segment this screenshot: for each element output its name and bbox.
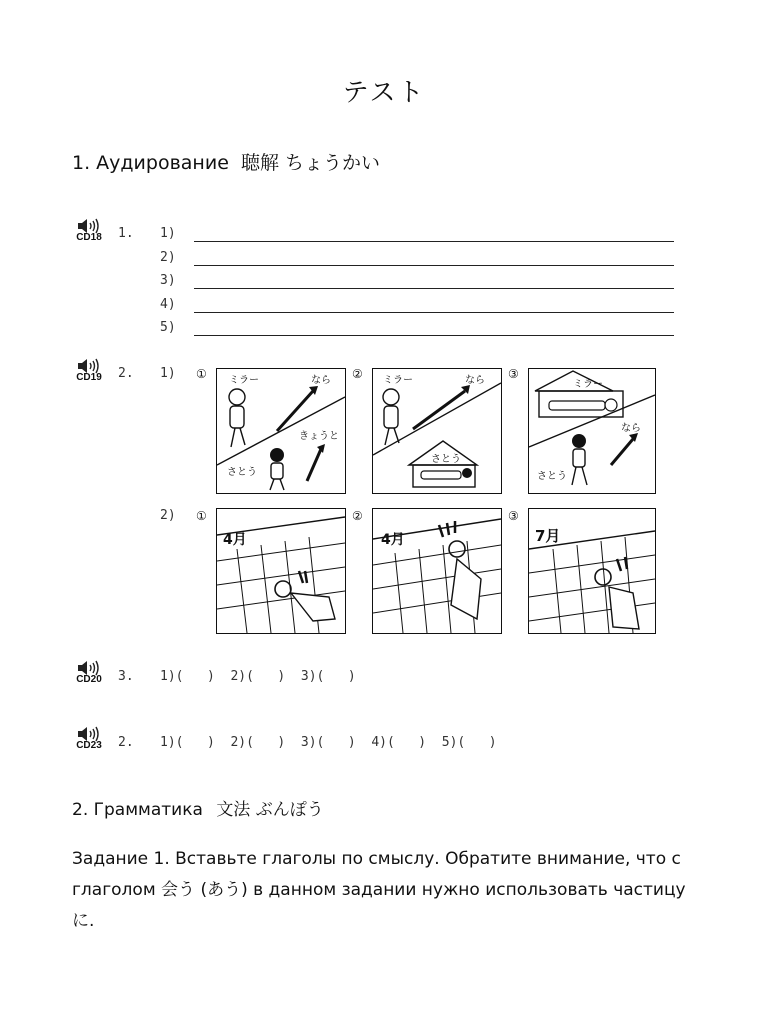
answer-item-label: 5): [160, 320, 176, 335]
answer-item-label: 2): [160, 250, 176, 265]
calendar-month: 4月: [381, 532, 405, 548]
answer-item-label: 1): [160, 226, 176, 241]
answer-line[interactable]: [194, 241, 674, 242]
option-number: ①: [196, 367, 207, 381]
caption-miller: ミラー: [573, 379, 603, 390]
cd-track-badge: [66, 218, 112, 243]
sub-question-label: 1): [160, 366, 176, 381]
section-grammar-label: 2. Грамматика: [72, 800, 203, 820]
answer-line[interactable]: [194, 288, 674, 289]
caption-miller: ミラー: [229, 375, 259, 386]
calendar-illustration: [373, 509, 501, 633]
answer-item-label: 3): [160, 273, 176, 288]
caption-kyoto: きょうと: [299, 431, 339, 442]
sub-question-label: 2): [160, 508, 176, 523]
option-number: ②: [352, 367, 363, 381]
page-title: テスト: [342, 78, 426, 108]
section-grammar-jp: 文法 ぶんぽう: [216, 800, 324, 820]
task-instructions: Задание 1. Вставьте глаголы по смыслу. Обратите внимание, что с глаголом 会う (あう) в данном задании нужно использовать частицу に.: [72, 849, 686, 931]
calendar-month: 4月: [223, 532, 247, 548]
caption-nara: なら: [621, 423, 641, 434]
answer-line[interactable]: [194, 265, 674, 266]
cd-track-badge: [66, 726, 112, 751]
cd-label: CD19: [76, 372, 102, 383]
calendar-option-1[interactable]: [216, 508, 346, 634]
section-listening-jp: 聴解 ちょうかい: [240, 152, 380, 174]
caption-miller: ミラー: [383, 375, 413, 386]
option-number: ③: [508, 509, 519, 523]
question-number: 2.: [118, 735, 134, 750]
option-number: ③: [508, 367, 519, 381]
answer-blanks[interactable]: 1)( ) 2)( ) 3)( ) 4)( ) 5)( ): [160, 735, 497, 750]
cd-label: CD23: [76, 740, 102, 751]
cd-track-badge: [66, 660, 112, 685]
caption-sato: さとう: [537, 471, 567, 482]
calendar-option-3[interactable]: [528, 508, 656, 634]
answer-line[interactable]: [194, 312, 674, 313]
option-number: ①: [196, 509, 207, 523]
calendar-option-2[interactable]: [372, 508, 502, 634]
cd-label: CD18: [76, 232, 102, 243]
question-number: 3.: [118, 669, 134, 684]
caption-nara: なら: [311, 375, 331, 386]
caption-nara: なら: [465, 375, 485, 386]
illustration-option-3[interactable]: [528, 368, 656, 494]
question-number: 1.: [118, 226, 134, 241]
question-number: 2.: [118, 366, 134, 381]
answer-line[interactable]: [194, 335, 674, 336]
travel-scene-illustration: [373, 369, 501, 493]
answer-item-label: 4): [160, 297, 176, 312]
cd-track-badge: [66, 358, 112, 383]
section-grammar-heading: [72, 795, 324, 820]
caption-sato: さとう: [431, 454, 461, 465]
illustration-option-2[interactable]: [372, 368, 502, 494]
illustration-option-1[interactable]: [216, 368, 346, 494]
answer-blanks[interactable]: 1)( ) 2)( ) 3)( ): [160, 669, 356, 684]
calendar-month: 7月: [535, 527, 561, 545]
option-number: ②: [352, 509, 363, 523]
section-listening-label: 1. Аудирование: [72, 152, 229, 174]
section-listening-heading: [72, 148, 380, 175]
caption-sato: さとう: [227, 467, 257, 478]
cd-label: CD20: [76, 674, 102, 685]
calendar-illustration: [217, 509, 345, 633]
